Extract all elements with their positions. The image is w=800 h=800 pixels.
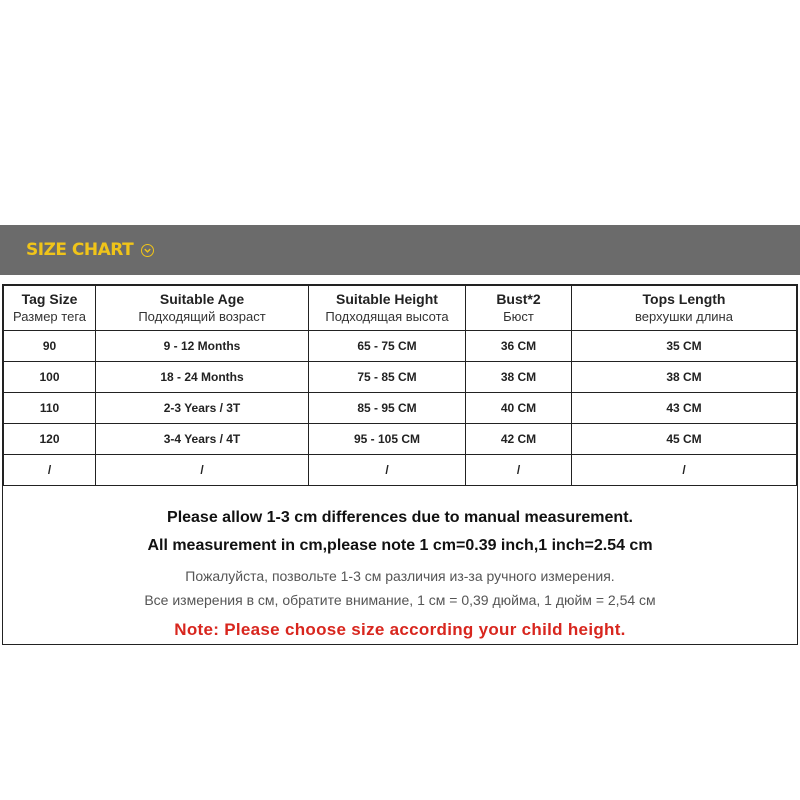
banner-title: SIZE CHART	[26, 240, 134, 260]
header-label: Suitable Age	[159, 291, 245, 307]
cell-age: /	[96, 455, 309, 486]
size-chart-banner	[0, 225, 800, 275]
chevron-down-circle-icon	[141, 244, 154, 257]
note-line-1: Please allow 1-3 cm differences due to manual measurement.	[167, 509, 633, 526]
header-label-ru: Бюст	[503, 309, 534, 324]
header-label-ru: Подходящая высота	[325, 309, 449, 324]
cell-tops-length: 43 CM	[572, 393, 797, 424]
table-row	[4, 455, 797, 486]
cell-height: 75 - 85 CM	[309, 362, 466, 393]
header-label: Tag Size	[21, 291, 78, 307]
size-advice-note: Note: Please choose size according your child height.	[174, 620, 626, 639]
header-label-ru: Размер тега	[12, 309, 87, 324]
cell-age: 3-4 Years / 4T	[96, 424, 309, 455]
cell-bust: 36 CM	[466, 331, 572, 362]
cell-age: 2-3 Years / 3T	[96, 393, 309, 424]
header-bust	[466, 286, 572, 331]
header-label: Bust*2	[496, 291, 541, 307]
note-line-3-ru: Пожалуйста, позвольте 1-3 см различия из-за ручного измерения.	[185, 568, 615, 584]
cell-tops-length: 38 CM	[572, 362, 797, 393]
table-row	[4, 424, 797, 455]
header-label: Suitable Height	[336, 291, 438, 307]
cell-age: 18 - 24 Months	[96, 362, 309, 393]
cell-tops-length: /	[572, 455, 797, 486]
cell-bust: 42 CM	[466, 424, 572, 455]
cell-tops-length: 45 CM	[572, 424, 797, 455]
header-label: Tops Length	[642, 291, 726, 307]
note-line-2: All measurement in cm,please note 1 cm=0.39 inch,1 inch=2.54 cm	[147, 537, 653, 554]
cell-height: 85 - 95 CM	[309, 393, 466, 424]
cell-bust: /	[466, 455, 572, 486]
header-tops-length	[572, 286, 797, 331]
measurement-notes	[0, 505, 800, 643]
header-suitable-age	[96, 286, 309, 331]
cell-height: 65 - 75 CM	[309, 331, 466, 362]
cell-tag-size: 90	[4, 331, 96, 362]
cell-bust: 38 CM	[466, 362, 572, 393]
note-line-4-ru: Все измерения в см, обратите внимание, 1 см = 0,39 дюйма, 1 дюйм = 2,54 см	[144, 592, 656, 608]
cell-tops-length: 35 CM	[572, 331, 797, 362]
header-label-ru: Подходящий возраст	[138, 309, 266, 324]
table-header-row	[4, 286, 797, 331]
cell-height: /	[309, 455, 466, 486]
header-tag-size	[4, 286, 96, 331]
cell-tag-size: 120	[4, 424, 96, 455]
header-label-ru: верхушки длина	[635, 309, 733, 324]
size-table	[3, 285, 797, 486]
cell-tag-size: 100	[4, 362, 96, 393]
table-row	[4, 393, 797, 424]
table-row	[4, 331, 797, 362]
table-row	[4, 362, 797, 393]
cell-age: 9 - 12 Months	[96, 331, 309, 362]
cell-height: 95 - 105 CM	[309, 424, 466, 455]
cell-tag-size: /	[4, 455, 96, 486]
header-suitable-height	[309, 286, 466, 331]
cell-bust: 40 CM	[466, 393, 572, 424]
cell-tag-size: 110	[4, 393, 96, 424]
